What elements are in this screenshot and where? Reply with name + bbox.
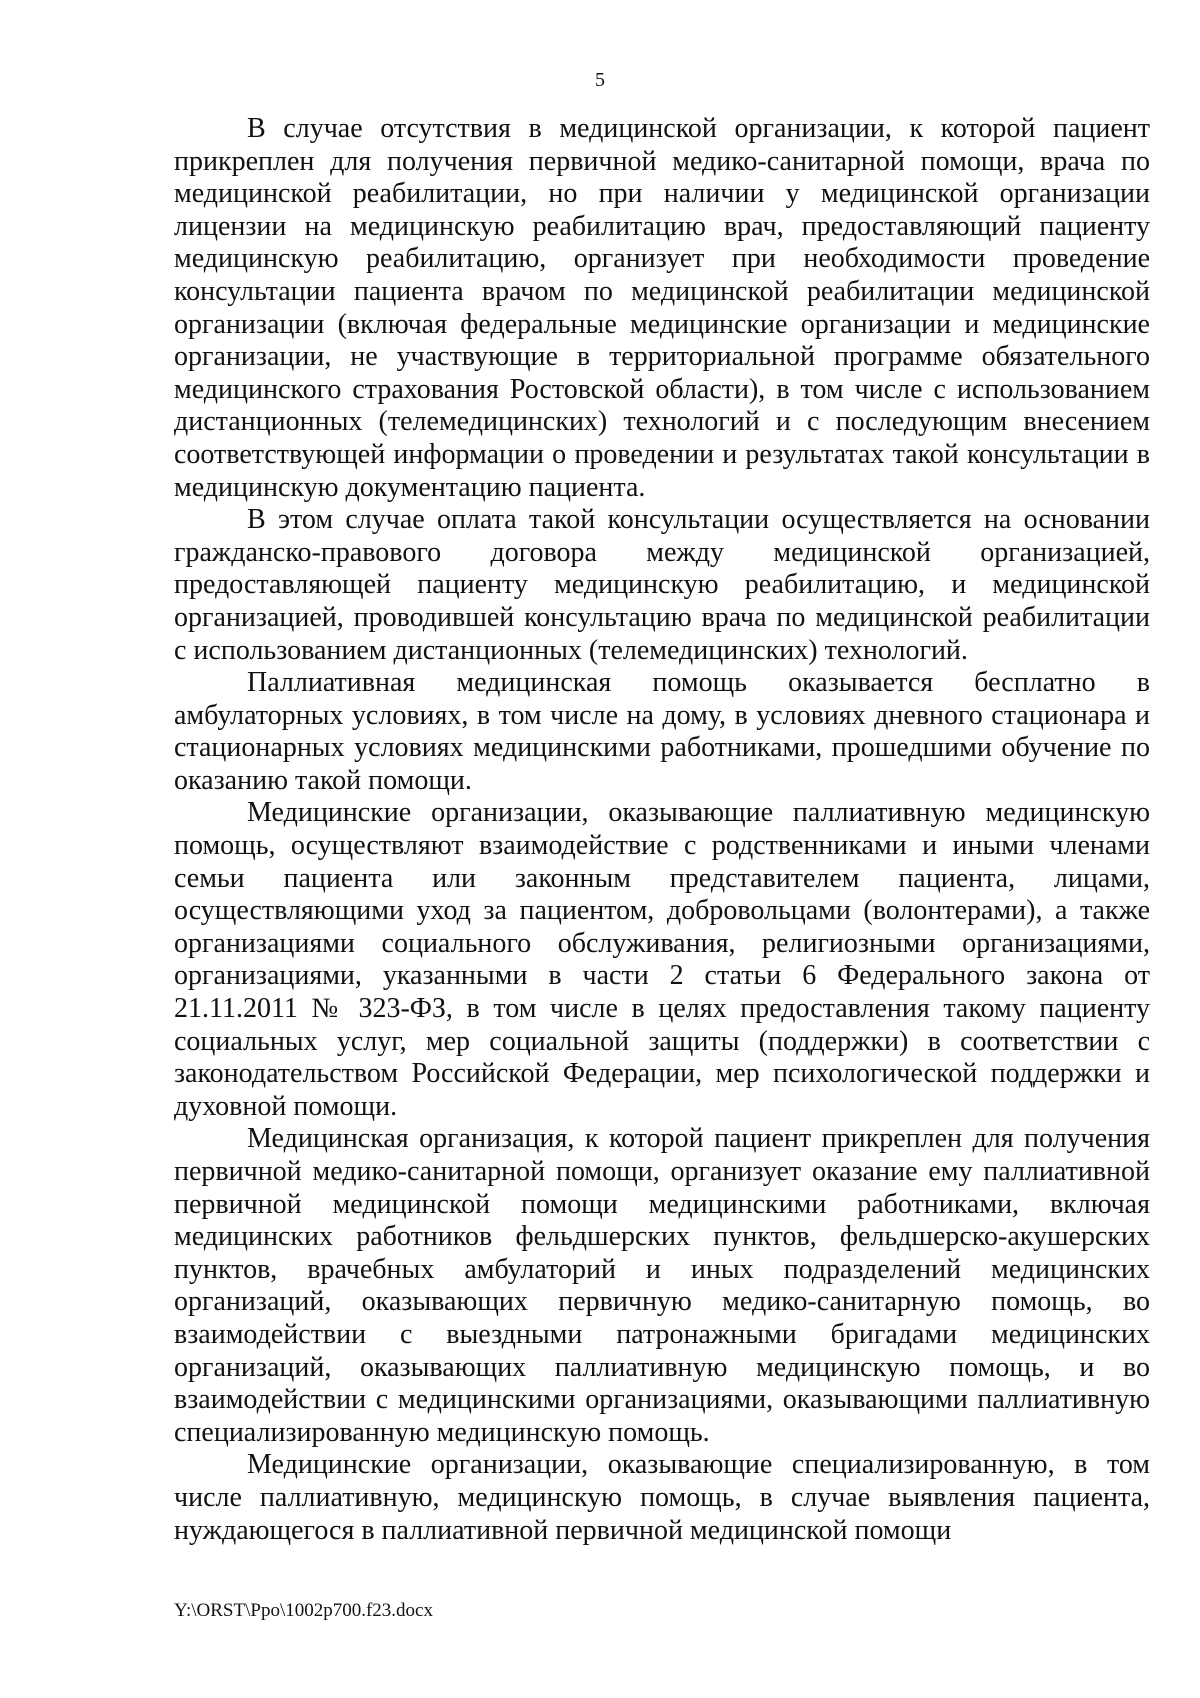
- paragraph-palliative-organizations-interaction: Медицинские организации, оказывающие паллиативную медицинскую помощь, осуществляют взаимодействие с родственниками и иными членами семьи пациента или законным представителем пациента, лицами, осуществляющими уход за пациентом, добровольцами (волонтерами), а также организациями социального обслуживания, религиозными организациями, организациями, указанными в части 2 статьи 6 Федерального закона от 21.11.2011 № 323-ФЗ, в том числе в целях предоставления такому пациенту социальных услуг, мер социальной защиты (поддержки) в соответствии с законодательством Российской Федерации, мер психологической поддержки и духовной помощи.: [174, 797, 1150, 1122]
- paragraph-specialized-palliative-care: Медицинские организации, оказывающие специализированную, в том числе паллиативную, медицинскую помощь, в случае выявления пациента, нуждающегося в паллиативной первичной медицинской помощи: [174, 1449, 1150, 1546]
- page-number: 5: [595, 69, 605, 91]
- paragraph-consultation-payment: В этом случае оплата такой консультации осуществляется на основании гражданско-правового договора между медицинской организацией, предоставляющей пациенту медицинскую реабилитацию, и медицинской организацией, проводившей консультацию врача по медицинской реабилитации с использованием дистанционных (телемедицинских) технологий.: [174, 504, 1150, 666]
- paragraph-primary-palliative-care: Медицинская организация, к которой пациент прикреплен для получения первичной медико-санитарной помощи, организует оказание ему паллиативной первичной медицинской помощи медицинскими работниками, включая медицинских работников фельдшерских пунктов, фельдшерско-акушерских пунктов, врачебных амбулаторий и иных подразделений медицинских организаций, оказывающих первичную медико-санитарную помощь, во взаимодействии с выездными патронажными бригадами медицинских организаций, оказывающих паллиативную медицинскую помощь, и во взаимодействии с медицинскими организациями, оказывающими паллиативную специализированную медицинскую помощь.: [174, 1123, 1150, 1448]
- file-path-footer: Y:\ORST\Ppo\1002p700.f23.docx: [174, 1600, 433, 1621]
- paragraph-medical-rehabilitation-consultation: В случае отсутствия в медицинской организации, к которой пациент прикреплен для получения первичной медико-санитарной помощи, врача по медицинской реабилитации, но при наличии у медицинской организации лицензии на медицинскую реабилитацию врач, предоставляющий пациенту медицинскую реабилитацию, организует при необходимости проведение консультации пациента врачом по медицинской реабилитации медицинской организации (включая федеральные медицинские организации и медицинские организации, не участвующие в территориальной программе обязательного медицинского страхования Ростовской области), в том числе с использованием дистанционных (телемедицинских) технологий и с последующим внесением соответствующей информации о проведении и результатах такой консультации в медицинскую документацию пациента.: [174, 113, 1150, 503]
- document-body: [174, 113, 1150, 1547]
- paragraph-palliative-care-free: Паллиативная медицинская помощь оказывается бесплатно в амбулаторных условиях, в том числе на дому, в условиях дневного стационара и стационарных условиях медицинскими работниками, прошедшими обучение по оказанию такой помощи.: [174, 667, 1150, 796]
